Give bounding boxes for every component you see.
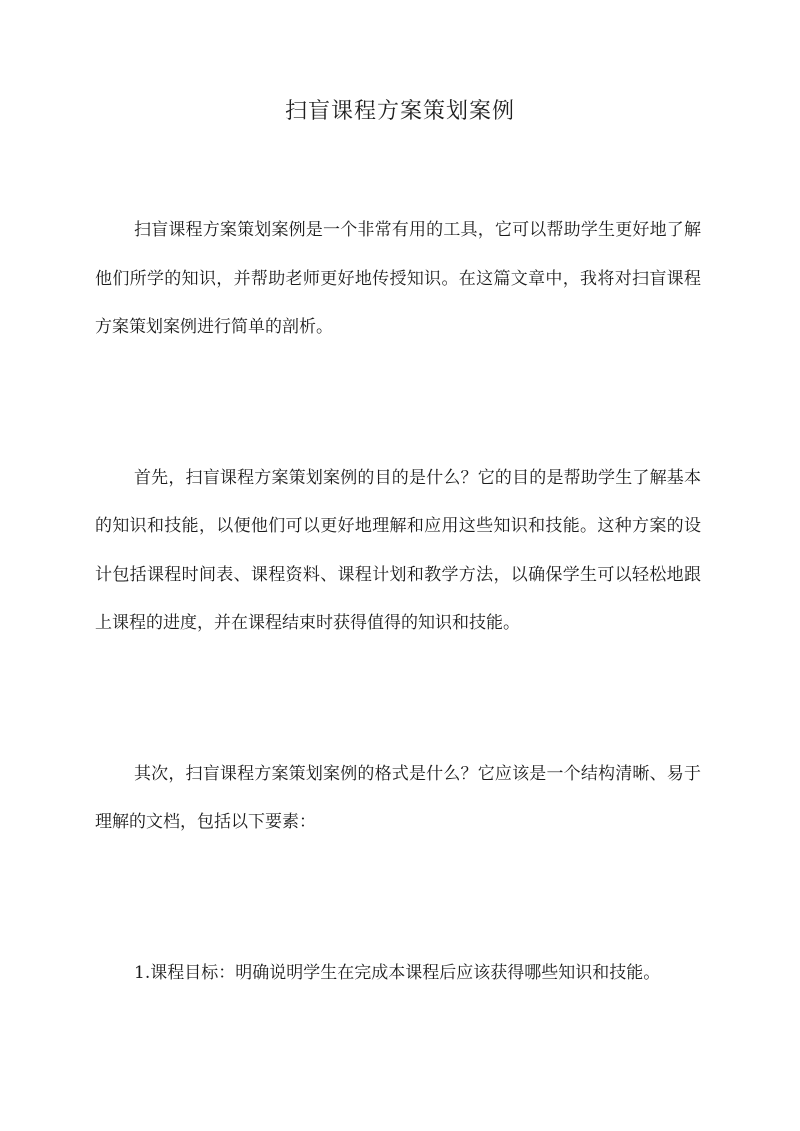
paragraph-format: 其次，扫盲课程方案策划案例的格式是什么？它应该是一个结构清晰、易于理解的文档，包括以下要素：	[95, 763, 701, 832]
paragraph-item-1: 1.课程目标：明确说明学生在完成本课程后应该获得哪些知识和技能。	[134, 962, 661, 983]
paragraph-purpose: 首先，扫盲课程方案策划案例的目的是什么？它的目的是帮助学生了解基本的知识和技能，以便他们可以更好地理解和应用这些知识和技能。这种方案的设计包括课程时间表、课程资料、课程计划和教学方法，以确保学生可以轻松地跟上课程的进度，并在课程结束时获得值得的知识和技能。	[95, 467, 701, 633]
document-title: 扫盲课程方案策划案例	[284, 99, 515, 124]
paragraph-intro: 扫盲课程方案策划案例是一个非常有用的工具，它可以帮助学生更好地了解他们所学的知识，并帮助老师更好地传授知识。在这篇文章中，我将对扫盲课程方案策划案例进行简单的剖析。	[95, 220, 701, 337]
document-body	[95, 206, 701, 1099]
